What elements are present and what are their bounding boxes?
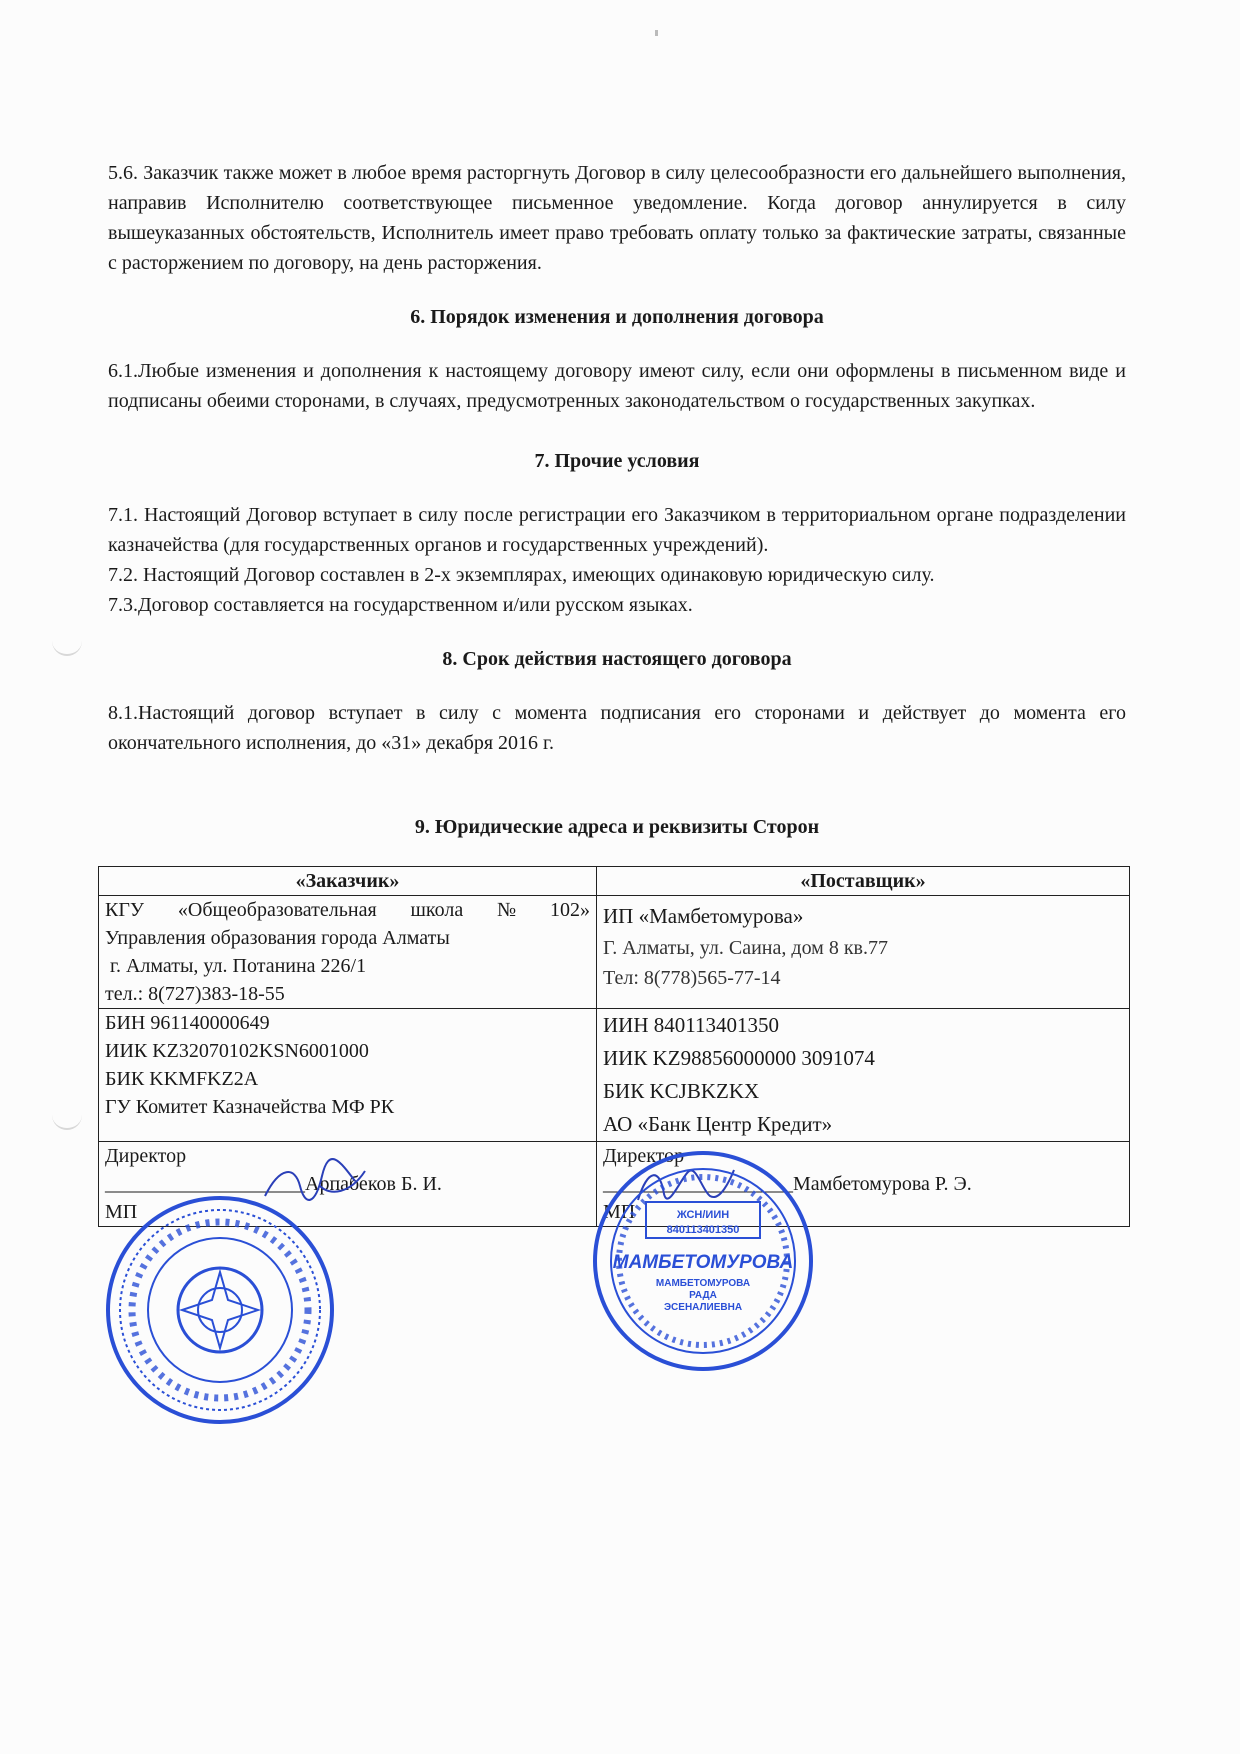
supplier-header: «Поставщик» <box>597 867 1130 896</box>
customer-department: Управления образования города Алматы <box>105 927 450 949</box>
customer-phone: тел.: 8(727)383-18-55 <box>105 983 285 1005</box>
paragraph-5-6: 5.6. Заказчик также может в любое время расторгнуть Договор в силу целесообразности его дальнейшего выполнения, направив Исполнителю соответствующее письменное уведомление. Когда договор аннулируется в силу вышеуказанных обстоятельств, Исполнитель имеет право требовать оплату только за фактические затраты, связанные с расторжением по договору, на день расторжения. <box>108 162 1126 274</box>
supplier-signature-line: ___________________Мамбетомурова Р. Э. <box>603 1173 972 1195</box>
customer-seal <box>100 1190 340 1430</box>
customer-name-part: № <box>497 899 517 921</box>
supplier-seal <box>588 1146 818 1376</box>
supplier-seal-inner: ЭСЕНАЛИЕВНА <box>663 1302 743 1313</box>
paragraph-7-1: 7.1. Настоящий Договор вступает в силу после регистрации его Заказчиком в территориальном органе подразделении казначейства (для государственных органов и государственных учреждений). <box>108 504 1126 556</box>
customer-bank: ГУ Комитет Казначейства МФ РК <box>105 1096 395 1118</box>
table-row <box>99 1009 1130 1142</box>
supplier-name: ИП «Мамбетомурова» <box>603 904 804 928</box>
section-9-title: 9. Юридические адреса и реквизиты Сторон <box>414 816 820 838</box>
customer-name-line <box>105 896 590 924</box>
customer-address-cell <box>99 896 597 1009</box>
supplier-address-cell <box>597 896 1130 1009</box>
paragraph-6-1: 6.1.Любые изменения и дополнения к настоящему договору имеют силу, если они оформлены в письменном виде и подписаны обеими сторонами, в случаях, предусмотренных законодательством о государственных закупках. <box>108 360 1126 412</box>
customer-bik: БИК KKMFKZ2A <box>105 1068 259 1090</box>
supplier-bank-cell <box>597 1009 1130 1142</box>
supplier-iik: ИИК KZ98856000000 3091074 <box>603 1046 875 1070</box>
supplier-iin: ИИН 840113401350 <box>603 1013 779 1037</box>
supplier-phone: Тел: 8(778)565-77-14 <box>603 967 781 989</box>
section-8-title: 8. Срок действия настоящего договора <box>442 648 792 670</box>
supplier-seal-name: МАМБЕТОМУРОВА <box>612 1252 794 1273</box>
customer-position: Директор <box>105 1145 187 1167</box>
paragraph-7-2: 7.2. Настоящий Договор составлен в 2-х экземплярах, имеющих одинаковую юридическую силу. <box>108 564 935 586</box>
supplier-seal-inner: РАДА <box>689 1290 717 1301</box>
supplier-bik: БИК KCJBKZKX <box>603 1079 760 1103</box>
supplier-bank: АО «Банк Центр Кредит» <box>603 1112 833 1136</box>
punch-hole-mark <box>52 636 82 656</box>
customer-bank-cell <box>99 1009 597 1142</box>
customer-name-part: 102» <box>549 899 590 921</box>
supplier-seal-inner: МАМБЕТОМУРОВА <box>655 1278 751 1289</box>
section-6-title: 6. Порядок изменения и дополнения договора <box>410 306 824 328</box>
customer-name-part: школа <box>410 899 464 921</box>
scan-speck <box>655 30 658 36</box>
supplier-mp: МП <box>603 1201 636 1223</box>
customer-bin: БИН 961140000649 <box>105 1012 270 1034</box>
supplier-seal-id-label: ЖСН/ИИН <box>676 1209 730 1221</box>
paragraph-7-3: 7.3.Договор составляется на государственном и/или русском языках. <box>108 594 693 616</box>
customer-iik: ИИК KZ32070102KSN6001000 <box>105 1040 369 1062</box>
customer-header: «Заказчик» <box>99 867 597 896</box>
customer-name-part: «Общеобразовательная <box>177 899 377 921</box>
customer-address: г. Алматы, ул. Потанина 226/1 <box>105 955 367 977</box>
supplier-seal-id: 840113401350 <box>666 1224 740 1236</box>
punch-hole-mark <box>52 1110 82 1130</box>
table-row <box>99 896 1130 1009</box>
paragraph-8-1: 8.1.Настоящий договор вступает в силу с момента подписания его сторонами и действует до момента его окончательного исполнения, до «31» декабря 2016 г. <box>108 702 1126 754</box>
table-header-row <box>99 867 1130 896</box>
supplier-address: Г. Алматы, ул. Саина, дом 8 кв.77 <box>603 937 888 959</box>
customer-signature-line: ____________________Арпабеков Б. И. <box>105 1173 442 1195</box>
customer-mp: МП <box>105 1201 138 1223</box>
supplier-position: Директор <box>603 1145 685 1167</box>
section-7-title: 7. Прочие условия <box>534 450 700 472</box>
customer-name-part: КГУ <box>105 899 145 921</box>
